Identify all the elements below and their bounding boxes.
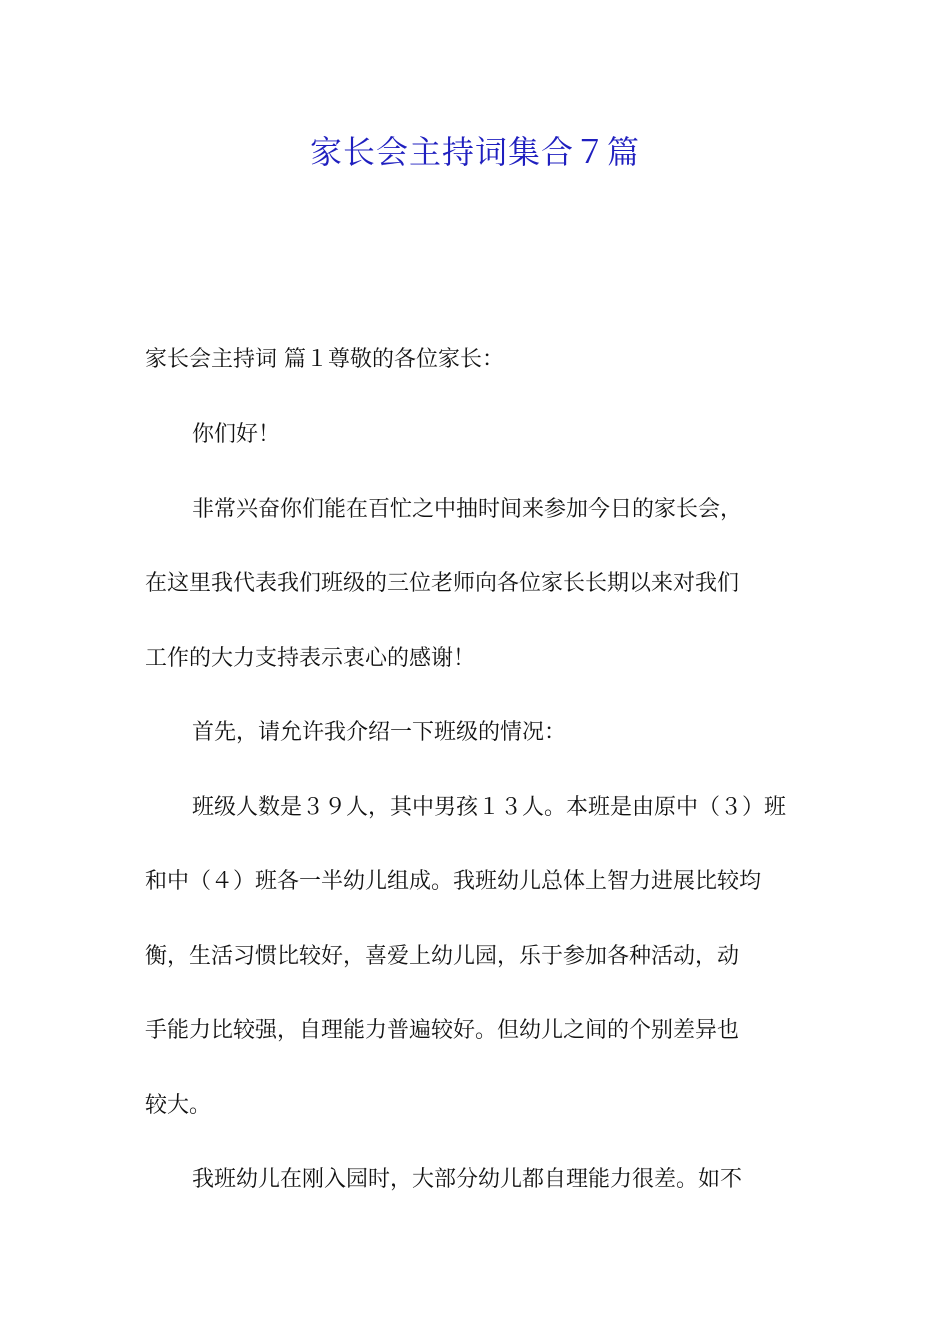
document-title: 家长会主持词集合７篇 [309, 133, 640, 171]
text-line: 手能力比较强，自理能力普遍较好。但幼儿之间的个别差异也 [145, 1018, 740, 1043]
text-line: 班级人数是３９人，其中男孩１３人。本班是由原中（３）班 [192, 795, 787, 820]
text-line: 衡，生活习惯比较好，喜爱上幼儿园，乐于参加各种活动，动 [145, 944, 740, 969]
text-line: 你们好！ [192, 422, 281, 447]
text-line: 和中（４）班各一半幼儿组成。我班幼儿总体上智力进展比较均 [145, 869, 762, 894]
text-line: 非常兴奋你们能在百忙之中抽时间来参加今日的家长会， [192, 497, 743, 522]
text-line: 在这里我代表我们班级的三位老师向各位家长长期以来对我们 [145, 571, 740, 596]
text-line: 较大。 [145, 1093, 212, 1118]
text-line: 家长会主持词 篇１尊敬的各位家长： [145, 347, 504, 372]
text-line: 工作的大力支持表示衷心的感谢！ [145, 646, 476, 671]
text-line: 我班幼儿在刚入园时，大部分幼儿都自理能力很差。如不 [192, 1167, 743, 1192]
text-line: 首先，请允许我介绍一下班级的情况： [192, 720, 567, 745]
